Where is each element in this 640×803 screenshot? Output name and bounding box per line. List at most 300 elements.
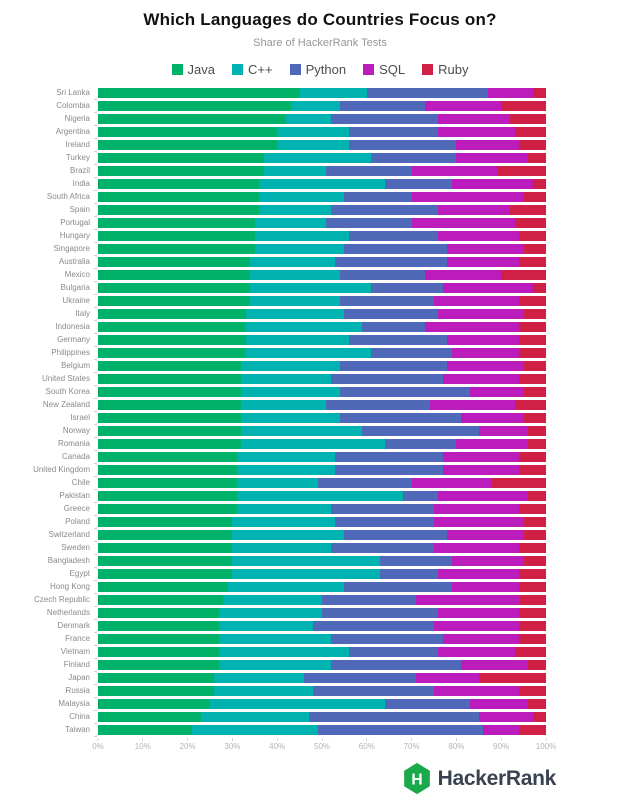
country-row bbox=[0, 125, 640, 138]
country-label: Malaysia bbox=[58, 699, 90, 708]
bar-segment-cpp bbox=[232, 556, 380, 566]
bar-segment-cpp bbox=[300, 88, 367, 98]
bar-segment-cpp bbox=[192, 725, 317, 735]
country-row bbox=[0, 593, 640, 606]
bar-segment-python bbox=[331, 114, 439, 124]
legend-swatch-cpp bbox=[232, 64, 243, 75]
bar-segment-sql bbox=[438, 231, 519, 241]
bar-segment-java bbox=[98, 88, 300, 98]
legend-label: Python bbox=[305, 62, 347, 77]
country-row bbox=[0, 541, 640, 554]
bar-segment-python bbox=[331, 543, 434, 553]
country-label: Israel bbox=[70, 413, 90, 422]
bar-segment-python bbox=[349, 140, 457, 150]
bar-segment-cpp bbox=[250, 296, 340, 306]
bar-segment-python bbox=[331, 205, 439, 215]
bar-segment-java bbox=[98, 283, 250, 293]
bar-segment-sql bbox=[438, 127, 514, 137]
bar-segment-python bbox=[362, 322, 425, 332]
bar-segment-ruby bbox=[524, 361, 546, 371]
bar-segment-cpp bbox=[241, 361, 340, 371]
page-title: Which Languages do Countries Focus on? bbox=[143, 10, 497, 29]
bar-segment-java bbox=[98, 452, 237, 462]
bar-segment-ruby bbox=[519, 608, 546, 618]
bar-segment-cpp bbox=[241, 400, 326, 410]
x-axis-tick-label: 30% bbox=[224, 738, 240, 751]
bar-segment-python bbox=[371, 153, 456, 163]
bar-segment-java bbox=[98, 140, 277, 150]
bar-segment-java bbox=[98, 517, 232, 527]
bar-segment-python bbox=[403, 491, 439, 501]
bar-segment-ruby bbox=[519, 634, 546, 644]
bar-segment-ruby bbox=[515, 647, 546, 657]
country-row bbox=[0, 697, 640, 710]
stacked-bar bbox=[98, 634, 546, 644]
country-label: Ireland bbox=[65, 140, 90, 149]
bar-segment-python bbox=[340, 361, 448, 371]
bar-segment-python bbox=[344, 244, 447, 254]
stacked-bar bbox=[98, 699, 546, 709]
stacked-bar bbox=[98, 426, 546, 436]
bar-segment-java bbox=[98, 556, 232, 566]
country-label: Netherlands bbox=[46, 608, 90, 617]
bar-segment-python bbox=[385, 439, 457, 449]
country-label: South Africa bbox=[46, 192, 90, 201]
legend-label: SQL bbox=[379, 62, 406, 77]
bar-segment-python bbox=[313, 686, 434, 696]
stacked-bar bbox=[98, 478, 546, 488]
country-row bbox=[0, 645, 640, 658]
stacked-bar bbox=[98, 673, 546, 683]
bar-segment-ruby bbox=[519, 257, 546, 267]
country-row bbox=[0, 164, 640, 177]
bar-segment-python bbox=[344, 530, 447, 540]
legend-swatch-java bbox=[172, 64, 183, 75]
stacked-bar bbox=[98, 465, 546, 475]
bar-segment-ruby bbox=[501, 101, 546, 111]
bar-segment-java bbox=[98, 504, 237, 514]
stacked-bar bbox=[98, 491, 546, 501]
bar-segment-ruby bbox=[533, 179, 546, 189]
bar-segment-sql bbox=[447, 257, 519, 267]
bar-segment-python bbox=[371, 283, 443, 293]
country-row bbox=[0, 723, 640, 736]
country-label: Chile bbox=[71, 478, 90, 487]
country-row bbox=[0, 86, 640, 99]
bar-segment-python bbox=[304, 673, 416, 683]
legend-swatch-python bbox=[290, 64, 301, 75]
bar-segment-java bbox=[98, 426, 241, 436]
country-row bbox=[0, 619, 640, 632]
bar-segment-ruby bbox=[524, 530, 546, 540]
stacked-bar bbox=[98, 192, 546, 202]
country-label: Romania bbox=[57, 439, 90, 448]
stacked-bar bbox=[98, 686, 546, 696]
bar-segment-cpp bbox=[237, 452, 336, 462]
bar-segment-ruby bbox=[524, 387, 546, 397]
country-label: Philippines bbox=[51, 348, 90, 357]
bar-segment-ruby bbox=[528, 426, 546, 436]
bar-segment-java bbox=[98, 374, 241, 384]
legend-item-sql bbox=[363, 62, 405, 77]
country-row bbox=[0, 515, 640, 528]
country-label: Sweden bbox=[61, 543, 90, 552]
bar-segment-java bbox=[98, 348, 246, 358]
bar-segment-ruby bbox=[519, 322, 546, 332]
bar-segment-python bbox=[349, 647, 439, 657]
bar-segment-sql bbox=[443, 634, 519, 644]
x-axis-tick-label: 10% bbox=[135, 738, 151, 751]
legend-label: Java bbox=[187, 62, 216, 77]
bar-segment-sql bbox=[434, 686, 519, 696]
bar-segment-cpp bbox=[219, 647, 349, 657]
bar-segment-cpp bbox=[259, 179, 384, 189]
stacked-bar bbox=[98, 556, 546, 566]
country-row bbox=[0, 190, 640, 203]
bar-segment-python bbox=[385, 179, 452, 189]
bar-segment-java bbox=[98, 634, 219, 644]
bar-segment-cpp bbox=[241, 413, 340, 423]
bar-segment-java bbox=[98, 387, 241, 397]
bar-segment-python bbox=[340, 296, 434, 306]
bar-segment-sql bbox=[438, 309, 523, 319]
bar-segment-cpp bbox=[264, 166, 327, 176]
bar-segment-ruby bbox=[528, 699, 546, 709]
bar-segment-sql bbox=[438, 647, 514, 657]
stacked-bar bbox=[98, 361, 546, 371]
stacked-bar bbox=[98, 335, 546, 345]
bar-segment-cpp bbox=[246, 335, 349, 345]
bar-segment-java bbox=[98, 166, 264, 176]
stacked-bar bbox=[98, 517, 546, 527]
country-label: Argentina bbox=[55, 127, 90, 136]
country-label: Canada bbox=[61, 452, 90, 461]
country-row bbox=[0, 658, 640, 671]
country-label: Belgium bbox=[61, 361, 90, 370]
bar-segment-sql bbox=[412, 192, 524, 202]
country-row bbox=[0, 177, 640, 190]
country-row bbox=[0, 450, 640, 463]
bar-segment-sql bbox=[456, 140, 519, 150]
bar-segment-sql bbox=[430, 400, 515, 410]
bar-segment-ruby bbox=[524, 413, 546, 423]
bar-segment-python bbox=[318, 725, 484, 735]
bar-segment-python bbox=[344, 582, 452, 592]
country-row bbox=[0, 554, 640, 567]
bar-segment-python bbox=[340, 101, 425, 111]
x-axis-tick-label: 20% bbox=[180, 738, 196, 751]
bar-segment-java bbox=[98, 335, 246, 345]
stacked-bar bbox=[98, 153, 546, 163]
hackerrank-logo bbox=[402, 762, 556, 795]
country-label: Spain bbox=[69, 205, 90, 214]
bar-segment-python bbox=[322, 608, 438, 618]
y-axis-tick bbox=[94, 736, 97, 737]
bar-segment-ruby bbox=[519, 725, 546, 735]
bar-segment-ruby bbox=[519, 374, 546, 384]
bar-segment-sql bbox=[434, 517, 524, 527]
bar-segment-python bbox=[371, 348, 452, 358]
bar-segment-cpp bbox=[201, 712, 309, 722]
bar-segment-cpp bbox=[237, 491, 403, 501]
stacked-bar bbox=[98, 205, 546, 215]
stacked-bar bbox=[98, 374, 546, 384]
bar-segment-ruby bbox=[519, 582, 546, 592]
country-label: Czech Republic bbox=[33, 595, 90, 604]
bar-segment-python bbox=[326, 218, 411, 228]
bar-segment-java bbox=[98, 309, 246, 319]
country-row bbox=[0, 528, 640, 541]
bar-segment-python bbox=[309, 712, 479, 722]
x-axis-tick-label: 70% bbox=[404, 738, 420, 751]
bar-segment-ruby bbox=[519, 543, 546, 553]
country-label: India bbox=[72, 179, 90, 188]
country-row bbox=[0, 99, 640, 112]
bar-segment-python bbox=[326, 400, 429, 410]
bar-segment-cpp bbox=[255, 244, 345, 254]
country-row bbox=[0, 268, 640, 281]
bar-segment-sql bbox=[438, 491, 528, 501]
bar-segment-java bbox=[98, 491, 237, 501]
country-label: Denmark bbox=[57, 621, 90, 630]
stacked-bar bbox=[98, 296, 546, 306]
bar-segment-sql bbox=[447, 530, 523, 540]
bar-segment-cpp bbox=[259, 205, 331, 215]
country-label: Germany bbox=[57, 335, 90, 344]
bar-segment-python bbox=[322, 595, 416, 605]
bar-segment-ruby bbox=[528, 153, 546, 163]
bar-segment-cpp bbox=[246, 322, 362, 332]
stacked-bar bbox=[98, 582, 546, 592]
bar-segment-cpp bbox=[241, 439, 384, 449]
country-label: Mexico bbox=[64, 270, 90, 279]
bar-segment-java bbox=[98, 439, 241, 449]
country-row bbox=[0, 567, 640, 580]
stacked-bar bbox=[98, 712, 546, 722]
bar-segment-ruby bbox=[497, 166, 546, 176]
country-label: Russia bbox=[65, 686, 90, 695]
stacked-bar bbox=[98, 530, 546, 540]
bar-segment-cpp bbox=[232, 530, 344, 540]
bar-segment-cpp bbox=[219, 621, 313, 631]
stacked-bar bbox=[98, 387, 546, 397]
hackerrank-wordmark: HackerRank bbox=[437, 766, 556, 790]
bar-segment-ruby bbox=[524, 556, 546, 566]
country-row bbox=[0, 372, 640, 385]
bar-segment-ruby bbox=[519, 465, 546, 475]
x-axis-tick-label: 50% bbox=[314, 738, 330, 751]
bar-segment-python bbox=[385, 699, 470, 709]
bar-segment-ruby bbox=[479, 673, 546, 683]
bar-segment-python bbox=[331, 374, 443, 384]
bar-segment-sql bbox=[416, 673, 479, 683]
bar-segment-cpp bbox=[246, 348, 371, 358]
country-label: Singapore bbox=[53, 244, 90, 253]
stacked-bar bbox=[98, 725, 546, 735]
stacked-bar bbox=[98, 439, 546, 449]
country-label: Poland bbox=[65, 517, 90, 526]
country-label: France bbox=[65, 634, 90, 643]
country-row bbox=[0, 710, 640, 723]
stacked-bar bbox=[98, 179, 546, 189]
stacked-bar bbox=[98, 114, 546, 124]
country-row bbox=[0, 385, 640, 398]
bar-segment-ruby bbox=[515, 127, 546, 137]
bar-segment-python bbox=[331, 634, 443, 644]
bar-segment-java bbox=[98, 413, 241, 423]
bar-segment-java bbox=[98, 179, 259, 189]
bar-segment-cpp bbox=[291, 101, 340, 111]
country-row bbox=[0, 684, 640, 697]
country-label: Portugal bbox=[60, 218, 90, 227]
stacked-bar bbox=[98, 413, 546, 423]
country-row bbox=[0, 255, 640, 268]
bar-segment-java bbox=[98, 595, 223, 605]
bar-segment-ruby bbox=[519, 686, 546, 696]
country-label: Ukraine bbox=[62, 296, 90, 305]
bar-segment-sql bbox=[434, 543, 519, 553]
bar-segment-python bbox=[335, 517, 434, 527]
bar-segment-cpp bbox=[219, 634, 331, 644]
bar-segment-python bbox=[344, 309, 438, 319]
bar-segment-sql bbox=[438, 608, 519, 618]
stacked-bar bbox=[98, 244, 546, 254]
bar-segment-sql bbox=[456, 439, 528, 449]
country-label: Nigeria bbox=[64, 114, 90, 123]
country-row bbox=[0, 411, 640, 424]
bar-segment-ruby bbox=[519, 621, 546, 631]
country-row bbox=[0, 333, 640, 346]
country-label: Norway bbox=[62, 426, 90, 435]
country-label: United Kingdom bbox=[33, 465, 90, 474]
bar-segment-cpp bbox=[237, 465, 336, 475]
bar-segment-python bbox=[313, 621, 434, 631]
stacked-bar bbox=[98, 270, 546, 280]
bar-segment-ruby bbox=[510, 205, 546, 215]
legend-label: Ruby bbox=[438, 62, 469, 77]
country-row bbox=[0, 437, 640, 450]
bar-segment-java bbox=[98, 244, 255, 254]
country-row bbox=[0, 216, 640, 229]
bar-segment-sql bbox=[443, 374, 519, 384]
bar-segment-cpp bbox=[219, 660, 331, 670]
bar-segment-sql bbox=[461, 413, 524, 423]
bar-segment-cpp bbox=[232, 517, 335, 527]
bar-segment-cpp bbox=[219, 608, 322, 618]
bar-segment-java bbox=[98, 465, 237, 475]
bar-segment-sql bbox=[447, 361, 523, 371]
chart-rows bbox=[0, 86, 640, 736]
bar-segment-java bbox=[98, 205, 259, 215]
bar-segment-sql bbox=[452, 179, 533, 189]
country-label: Vietnam bbox=[60, 647, 90, 656]
legend-label: C++ bbox=[248, 62, 273, 77]
bar-segment-sql bbox=[412, 218, 515, 228]
bar-segment-ruby bbox=[524, 244, 546, 254]
country-label: Brazil bbox=[69, 166, 90, 175]
bar-segment-sql bbox=[434, 296, 519, 306]
country-row bbox=[0, 671, 640, 684]
bar-segment-cpp bbox=[255, 218, 327, 228]
bar-segment-ruby bbox=[524, 192, 546, 202]
country-row bbox=[0, 281, 640, 294]
stacked-bar bbox=[98, 595, 546, 605]
bar-segment-sql bbox=[461, 660, 528, 670]
bar-segment-java bbox=[98, 582, 228, 592]
bar-segment-ruby bbox=[533, 283, 546, 293]
x-axis-tick-label: 100% bbox=[536, 738, 556, 751]
bar-segment-java bbox=[98, 127, 277, 137]
bar-segment-python bbox=[335, 257, 447, 267]
country-label: China bbox=[69, 712, 90, 721]
bar-segment-ruby bbox=[501, 270, 546, 280]
stacked-bar bbox=[98, 504, 546, 514]
stacked-bar bbox=[98, 569, 546, 579]
bar-segment-sql bbox=[479, 426, 528, 436]
stacked-bar bbox=[98, 400, 546, 410]
bar-segment-cpp bbox=[241, 426, 362, 436]
country-label: Switzerland bbox=[48, 530, 90, 539]
country-row bbox=[0, 632, 640, 645]
bar-segment-python bbox=[380, 569, 438, 579]
bar-segment-java bbox=[98, 231, 255, 241]
bar-segment-cpp bbox=[232, 569, 380, 579]
bar-segment-ruby bbox=[519, 140, 546, 150]
x-axis-tick-label: 0% bbox=[92, 738, 104, 751]
legend-swatch-ruby bbox=[422, 64, 433, 75]
bar-segment-cpp bbox=[241, 387, 340, 397]
stacked-bar bbox=[98, 543, 546, 553]
bar-segment-python bbox=[367, 88, 488, 98]
country-label: New Zealand bbox=[42, 400, 90, 409]
bar-segment-java bbox=[98, 686, 214, 696]
bar-segment-python bbox=[349, 335, 448, 345]
bar-segment-sql bbox=[452, 582, 519, 592]
page-subtitle: Share of HackerRank Tests bbox=[253, 37, 387, 49]
country-label: Italy bbox=[75, 309, 90, 318]
country-row bbox=[0, 346, 640, 359]
bar-segment-cpp bbox=[286, 114, 331, 124]
country-row bbox=[0, 463, 640, 476]
country-label: Australia bbox=[58, 257, 90, 266]
bar-segment-ruby bbox=[492, 478, 546, 488]
country-label: Turkey bbox=[65, 153, 90, 162]
x-axis bbox=[92, 738, 557, 754]
bar-segment-sql bbox=[488, 88, 533, 98]
bar-segment-ruby bbox=[519, 296, 546, 306]
bar-segment-sql bbox=[412, 478, 493, 488]
bar-segment-python bbox=[380, 556, 452, 566]
bar-segment-java bbox=[98, 101, 291, 111]
bar-segment-python bbox=[331, 660, 461, 670]
bar-segment-cpp bbox=[246, 309, 345, 319]
bar-segment-java bbox=[98, 270, 250, 280]
legend-item-cpp bbox=[232, 62, 273, 77]
bar-segment-ruby bbox=[510, 114, 546, 124]
stacked-bar bbox=[98, 101, 546, 111]
stacked-bar-chart bbox=[0, 86, 640, 754]
bar-segment-python bbox=[344, 192, 411, 202]
stacked-bar bbox=[98, 647, 546, 657]
stacked-bar bbox=[98, 218, 546, 228]
bar-segment-java bbox=[98, 699, 210, 709]
bar-segment-python bbox=[340, 387, 470, 397]
country-row bbox=[0, 580, 640, 593]
bar-segment-java bbox=[98, 543, 232, 553]
stacked-bar bbox=[98, 660, 546, 670]
bar-segment-ruby bbox=[519, 452, 546, 462]
bar-segment-java bbox=[98, 673, 214, 683]
